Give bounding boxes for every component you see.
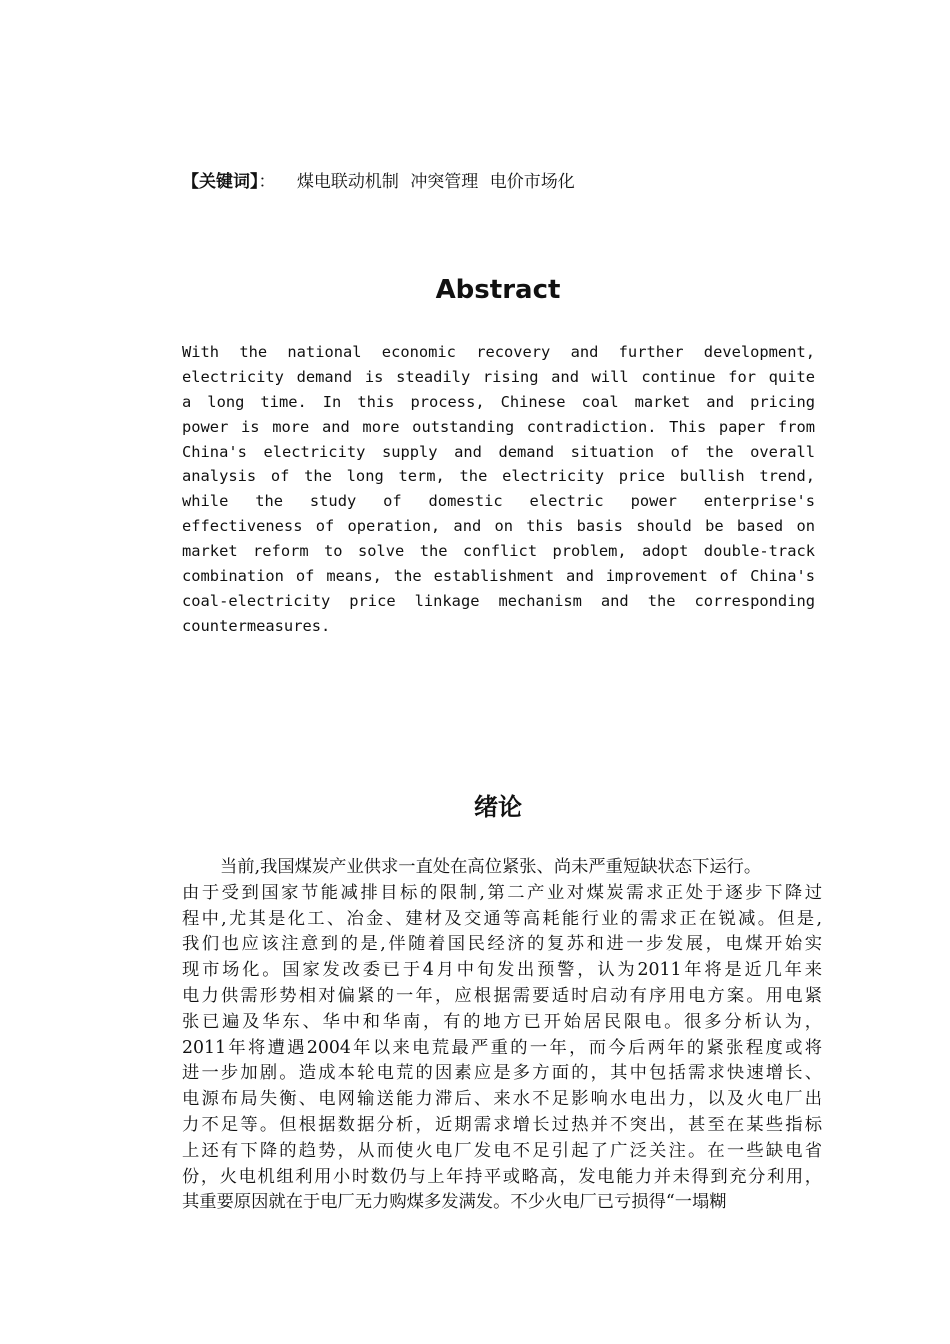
abstract-line: coal-electricity price linkage mechanism and the corresponding (182, 591, 815, 610)
introduction-line: 进一步加剧。造成本轮电荒的因素应是多方面的，其中包括需求快速增长、 (182, 1063, 822, 1084)
introduction-line: 份，火电机组利用小时数仍与上年持平或略高，发电能力并未得到充分利用， (182, 1166, 822, 1187)
keywords-label: 【关键词】 (182, 172, 259, 192)
abstract-line: power is more and more outstanding contradiction. This paper from (182, 417, 815, 436)
introduction-line: 电源布局失衡、电网输送能力滞后、来水不足影响水电出力，以及火电厂出 (182, 1089, 822, 1110)
keyword-term: 电价市场化 (489, 172, 575, 192)
abstract-line: combination of means, the establishment and improvement of China's (182, 567, 815, 586)
abstract-line: a long time. In this process, Chinese coal market and pricing (182, 392, 815, 411)
abstract-line: market reform to solve the conflict problem, adopt double-track (182, 542, 815, 561)
introduction-heading: 绪论 (474, 793, 522, 821)
introduction-line: 我们也应该注意到的是,伴随着国民经济的复苏和进一步发展，电煤开始实 (182, 934, 822, 955)
introduction-line: 由于受到国家节能减排目标的限制,第二产业对煤炭需求正处于逐步下降过 (182, 882, 822, 903)
abstract-paragraph (182, 340, 815, 639)
introduction-line: 电力供需形势相对偏紧的一年，应根据需要适时启动有序用电方案。用电紧 (182, 985, 822, 1006)
keywords-line (182, 170, 822, 194)
abstract-line: while the study of domestic electric power enterprise's (182, 492, 815, 511)
keyword-term: 煤电联动机制 (296, 172, 399, 192)
introduction-line: 程中,尤其是化工、冶金、建材及交通等高耗能行业的需求正在锐减。但是, (182, 908, 822, 929)
abstract-line: effectiveness of operation, and on this basis should be based on (182, 517, 815, 536)
introduction-line: 现市场化。国家发改委已于4月中旬发出预警，认为2011年将是近几年来 (182, 960, 822, 981)
keyword-term: 冲突管理 (410, 172, 479, 192)
abstract-line: analysis of the long term, the electricity price bullish trend, (182, 467, 815, 486)
introduction-line: 张已遍及华东、华中和华南，有的地方已开始居民限电。很多分析认为， (182, 1011, 822, 1032)
abstract-line: China's electricity supply and demand situation of the overall (182, 442, 815, 461)
introduction-line: 上还有下降的趋势，从而使火电厂发电不足引起了广泛关注。在一些缺电省 (182, 1140, 822, 1161)
introduction-line: 力不足等。但根据数据分析，近期需求增长过热并不突出，甚至在某些指标 (182, 1114, 822, 1135)
abstract-line: electricity demand is steadily rising and will continue for quite (182, 367, 815, 386)
abstract-heading: Abstract (435, 275, 561, 305)
introduction-paragraph (182, 855, 822, 1216)
introduction-line: 2011年将遭遇2004年以来电荒最严重的一年，而今后两年的紧张程度或将 (182, 1037, 822, 1058)
keywords-colon: ： (258, 172, 276, 192)
abstract-line: With the national economic recovery and further development, (182, 343, 815, 361)
abstract-line: countermeasures. (182, 616, 331, 635)
introduction-line: 当前,我国煤炭产业供求一直处在高位紧张、尚未严重短缺状态下运行。 (220, 857, 762, 877)
introduction-line: 其重要原因就在于电厂无力购煤多发满发。不少火电厂已亏损得“一塌糊 (182, 1192, 727, 1213)
